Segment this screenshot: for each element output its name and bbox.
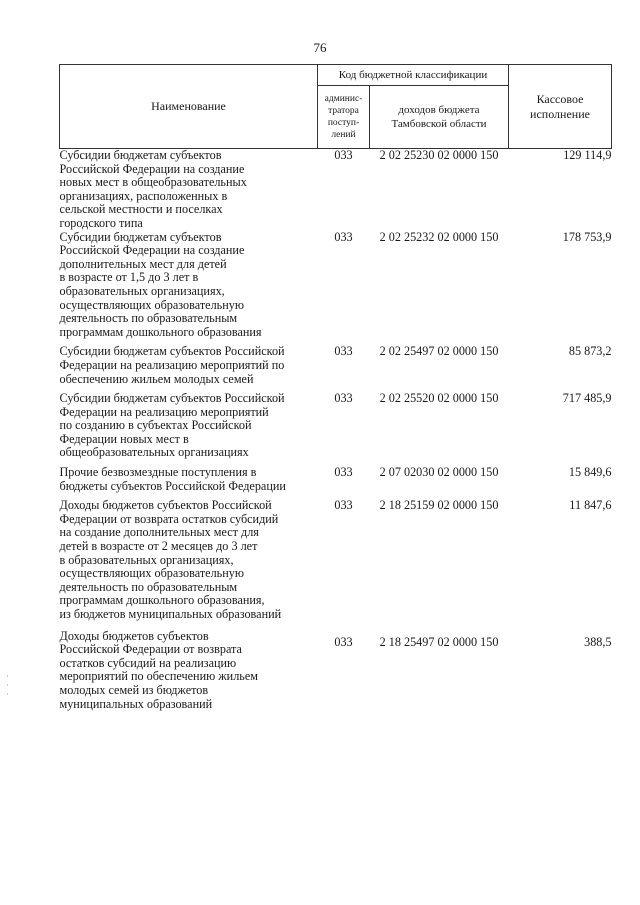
- row-name-line: в возрасте от 1,5 до 3 лет в: [59, 270, 199, 285]
- header-classification-group: Код бюджетной классификации: [318, 65, 509, 86]
- row-name-line: дополнительных мест для детей: [59, 256, 227, 271]
- row-name-line: сельской местности и поселках: [59, 202, 223, 217]
- row-name-line: Российской Федерации на создание: [59, 161, 245, 176]
- row-amount: 129 114,9: [563, 148, 612, 162]
- row-name-line: остатков субсидий на реализацию: [59, 655, 237, 670]
- row-name-line: организациях, расположенных в: [59, 188, 228, 203]
- row-name-line: на создание дополнительных мест для: [59, 525, 259, 540]
- row-admin-code: 033: [334, 634, 353, 649]
- row-name-line: Прочие безвозмездные поступления в: [59, 465, 257, 480]
- row-income-code: 2 02 25230 02 0000 150: [379, 148, 499, 162]
- header-execution: [509, 65, 612, 149]
- row-name: [60, 460, 318, 493]
- row-name: [60, 386, 318, 460]
- row-amount: 388,5: [584, 634, 612, 649]
- row-name-line: образовательных организациях,: [59, 283, 225, 298]
- row-name-line: деятельность по образовательным: [59, 311, 238, 326]
- row-name-line: Субсидии бюджетам субъектов: [59, 229, 222, 244]
- row-amount: 11 847,6: [569, 498, 612, 513]
- row-name-line: в образовательных организациях,: [59, 552, 234, 567]
- table-row: [60, 493, 612, 621]
- row-admin-code: 033: [334, 498, 353, 513]
- row-name: [60, 493, 318, 621]
- row-name: [60, 339, 318, 386]
- row-name-line: Субсидии бюджетам субъектов: [59, 148, 222, 162]
- row-name-line: Российской Федерации от возврата: [59, 642, 242, 657]
- table-row: [60, 339, 612, 386]
- table-row: [60, 460, 612, 493]
- header-income-line: Тамбовской области: [391, 118, 487, 130]
- row-name-line: бюджеты субъектов Российской Федерации: [59, 478, 286, 493]
- row-name-line: Доходы бюджетов субъектов Российской: [59, 498, 272, 513]
- table-body: [60, 149, 612, 712]
- header-admin: [318, 86, 370, 149]
- table-header: [60, 65, 612, 149]
- row-name-line: Федерации на реализацию мероприятий по: [59, 357, 285, 372]
- page-number: 76: [313, 40, 327, 55]
- row-income-code: 2 18 25497 02 0000 150: [379, 634, 499, 649]
- row-name-line: обеспечению жильем молодых семей: [59, 371, 254, 386]
- row-name-line: Субсидии бюджетам субъектов Российской: [59, 391, 285, 406]
- row-income-code: 2 02 25232 02 0000 150: [379, 229, 499, 244]
- row-name-line: муниципальных образований: [59, 696, 213, 711]
- header-income: [370, 86, 509, 149]
- row-name-line: Доходы бюджетов субъектов: [59, 628, 209, 643]
- row-name-line: Субсидии бюджетам субъектов Российской: [59, 344, 285, 359]
- budget-income-table: [59, 64, 612, 711]
- header-admin-line: админис-: [324, 94, 363, 104]
- row-name-line: мероприятий по обеспечению жильем: [59, 669, 258, 684]
- row-name-line: программам дошкольного образования,: [59, 593, 265, 608]
- row-name-line: Федерации от возврата остатков субсидий: [59, 511, 279, 526]
- header-income-line: доходов бюджета: [398, 104, 480, 116]
- row-admin-code: 033: [334, 148, 353, 162]
- row-name-line: деятельность по образовательным: [59, 579, 238, 594]
- row-name-line: новых мест в общеобразовательных: [59, 175, 247, 190]
- row-name: [60, 149, 318, 231]
- header-execution-line: Кассовое: [536, 91, 584, 106]
- row-income-code: 2 18 25159 02 0000 150: [379, 498, 499, 513]
- row-name-line: общеобразовательных организациях: [59, 445, 249, 460]
- header-admin-line: поступ-: [327, 118, 360, 128]
- row-name: [60, 622, 318, 712]
- table-row: [60, 231, 612, 340]
- row-admin-code: 033: [334, 465, 353, 480]
- row-name-line: Федерации новых мест в: [59, 431, 189, 446]
- row-name-line: Российской Федерации на создание: [59, 243, 245, 258]
- row-admin-code: 033: [334, 344, 353, 359]
- table-row: [60, 149, 612, 231]
- row-income-code: 2 02 25520 02 0000 150: [379, 391, 499, 406]
- row-name-line: программам дошкольного образования: [59, 324, 262, 339]
- row-amount: 85 873,2: [568, 344, 612, 359]
- row-amount: 178 753,9: [562, 229, 612, 244]
- row-name-line: детей в возрасте от 2 месяцев до 3 лет: [59, 539, 258, 554]
- row-name: [60, 231, 318, 340]
- row-amount: 15 849,6: [568, 465, 612, 480]
- row-admin-code: 033: [334, 391, 353, 406]
- row-amount: 717 485,9: [562, 391, 612, 406]
- row-name-line: городского типа: [59, 215, 143, 230]
- row-name-line: из бюджетов муниципальных образований: [59, 607, 282, 621]
- header-execution-line: исполнение: [530, 106, 590, 121]
- header-admin-line: тратора: [328, 106, 359, 116]
- row-name-line: молодых семей из бюджетов: [59, 682, 209, 697]
- row-income-code: 2 02 25497 02 0000 150: [379, 344, 499, 359]
- table-row: [60, 386, 612, 460]
- row-income-code: 2 07 02030 02 0000 150: [379, 465, 499, 480]
- table-row: [60, 622, 612, 712]
- row-admin-code: 033: [334, 229, 353, 244]
- row-name-line: по созданию в субъектах Российской: [59, 418, 252, 433]
- margin-scan-marks: · · ·: [6, 671, 9, 699]
- header-name: Наименование: [60, 65, 318, 149]
- header-admin-line: лений: [331, 130, 356, 140]
- row-name-line: осуществляющих образовательную: [59, 297, 244, 312]
- row-name-line: Федерации на реализацию мероприятий: [59, 404, 269, 419]
- row-name-line: осуществляющих образовательную: [59, 566, 244, 581]
